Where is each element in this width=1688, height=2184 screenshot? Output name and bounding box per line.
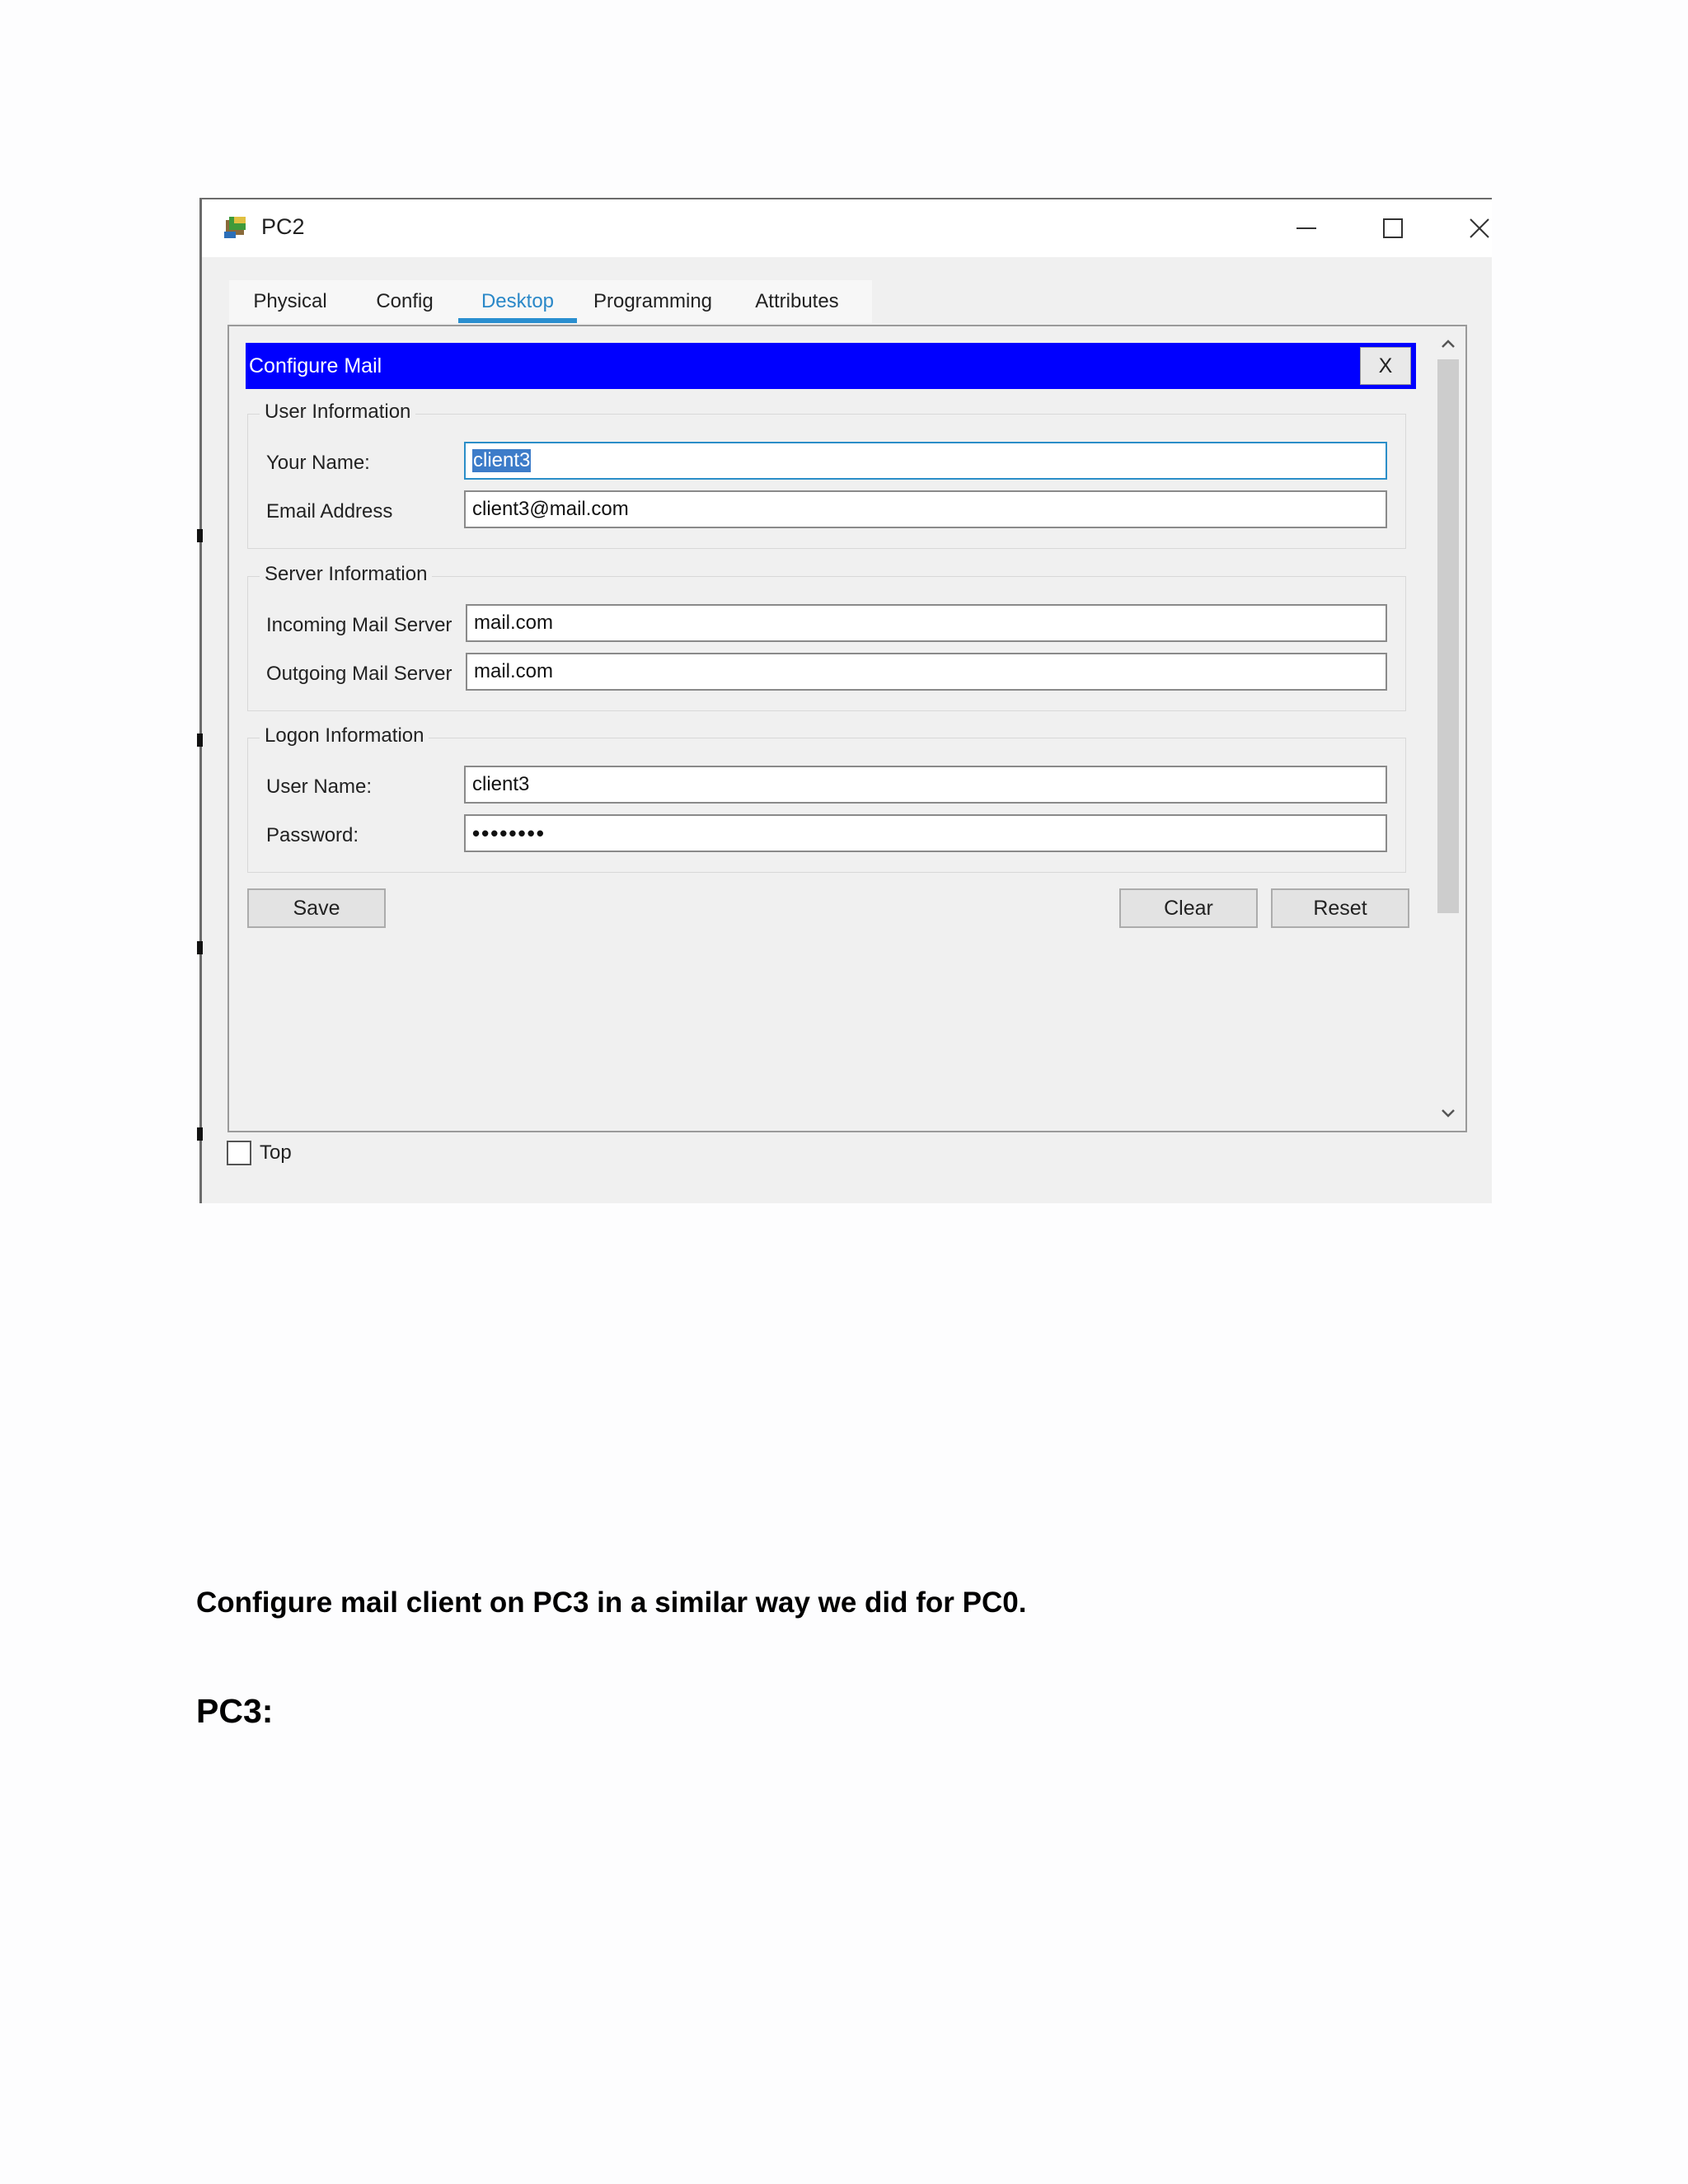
email-address-label: Email Address — [266, 500, 393, 523]
password-label: Password: — [266, 824, 359, 846]
title-bar[interactable] — [202, 199, 1492, 257]
your-name-label: Your Name: — [266, 452, 370, 474]
instruction-text: Configure mail client on PC3 in a similar way we did for PC0. — [196, 1586, 1027, 1619]
your-name-value: client3 — [473, 449, 531, 471]
logon-information-group — [247, 724, 1406, 873]
vertical-scrollbar[interactable] — [1434, 330, 1462, 1127]
server-information-legend: Server Information — [260, 563, 432, 586]
chevron-down-icon — [1441, 1108, 1456, 1118]
configure-mail-title: Configure Mail — [249, 354, 382, 377]
edge-marker — [197, 941, 203, 954]
save-button[interactable]: Save — [247, 888, 386, 928]
section-heading: PC3: — [196, 1692, 274, 1730]
scroll-down-button[interactable] — [1434, 1099, 1462, 1127]
outgoing-mail-server-label: Outgoing Mail Server — [266, 663, 452, 685]
edge-marker — [197, 529, 203, 542]
close-icon — [1468, 217, 1491, 240]
clear-button[interactable]: Clear — [1119, 888, 1258, 928]
password-input[interactable]: •••••••• — [464, 814, 1387, 852]
server-information-group — [247, 563, 1406, 711]
maximize-button[interactable] — [1360, 208, 1426, 249]
incoming-mail-server-input[interactable]: mail.com — [466, 604, 1387, 642]
tab-bar — [229, 280, 872, 323]
logon-information-legend: Logon Information — [260, 724, 429, 748]
reset-button[interactable]: Reset — [1271, 888, 1409, 928]
scroll-thumb[interactable] — [1437, 359, 1459, 913]
minimize-button[interactable] — [1273, 208, 1339, 249]
top-checkbox-label: Top — [260, 1141, 292, 1164]
edge-marker — [197, 733, 203, 747]
minimize-icon — [1295, 217, 1318, 240]
outgoing-mail-server-input[interactable]: mail.com — [466, 653, 1387, 691]
top-checkbox[interactable] — [227, 1141, 251, 1165]
user-name-label: User Name: — [266, 776, 373, 798]
your-name-input[interactable] — [464, 442, 1387, 480]
tab-config[interactable]: Config — [376, 290, 434, 312]
user-information-group — [247, 401, 1406, 549]
maximize-icon — [1381, 217, 1404, 240]
tab-desktop[interactable]: Desktop — [458, 280, 577, 323]
edge-marker — [197, 1127, 203, 1141]
desktop-panel — [227, 325, 1467, 1132]
user-name-input[interactable]: client3 — [464, 766, 1387, 804]
user-information-legend: User Information — [260, 401, 415, 424]
close-window-button[interactable] — [1447, 208, 1512, 249]
scroll-up-button[interactable] — [1434, 330, 1462, 358]
chevron-up-icon — [1441, 339, 1456, 349]
email-address-input[interactable]: client3@mail.com — [464, 490, 1387, 528]
pc2-window — [199, 198, 1492, 1203]
tab-physical[interactable]: Physical — [253, 290, 327, 312]
window-title: PC2 — [261, 214, 305, 239]
configure-mail-header — [246, 343, 1416, 389]
tab-attributes[interactable]: Attributes — [755, 290, 839, 312]
tab-programming[interactable]: Programming — [593, 290, 713, 312]
incoming-mail-server-label: Incoming Mail Server — [266, 614, 452, 636]
packet-tracer-pc-icon — [223, 213, 251, 241]
close-mail-button[interactable]: X — [1360, 347, 1411, 385]
